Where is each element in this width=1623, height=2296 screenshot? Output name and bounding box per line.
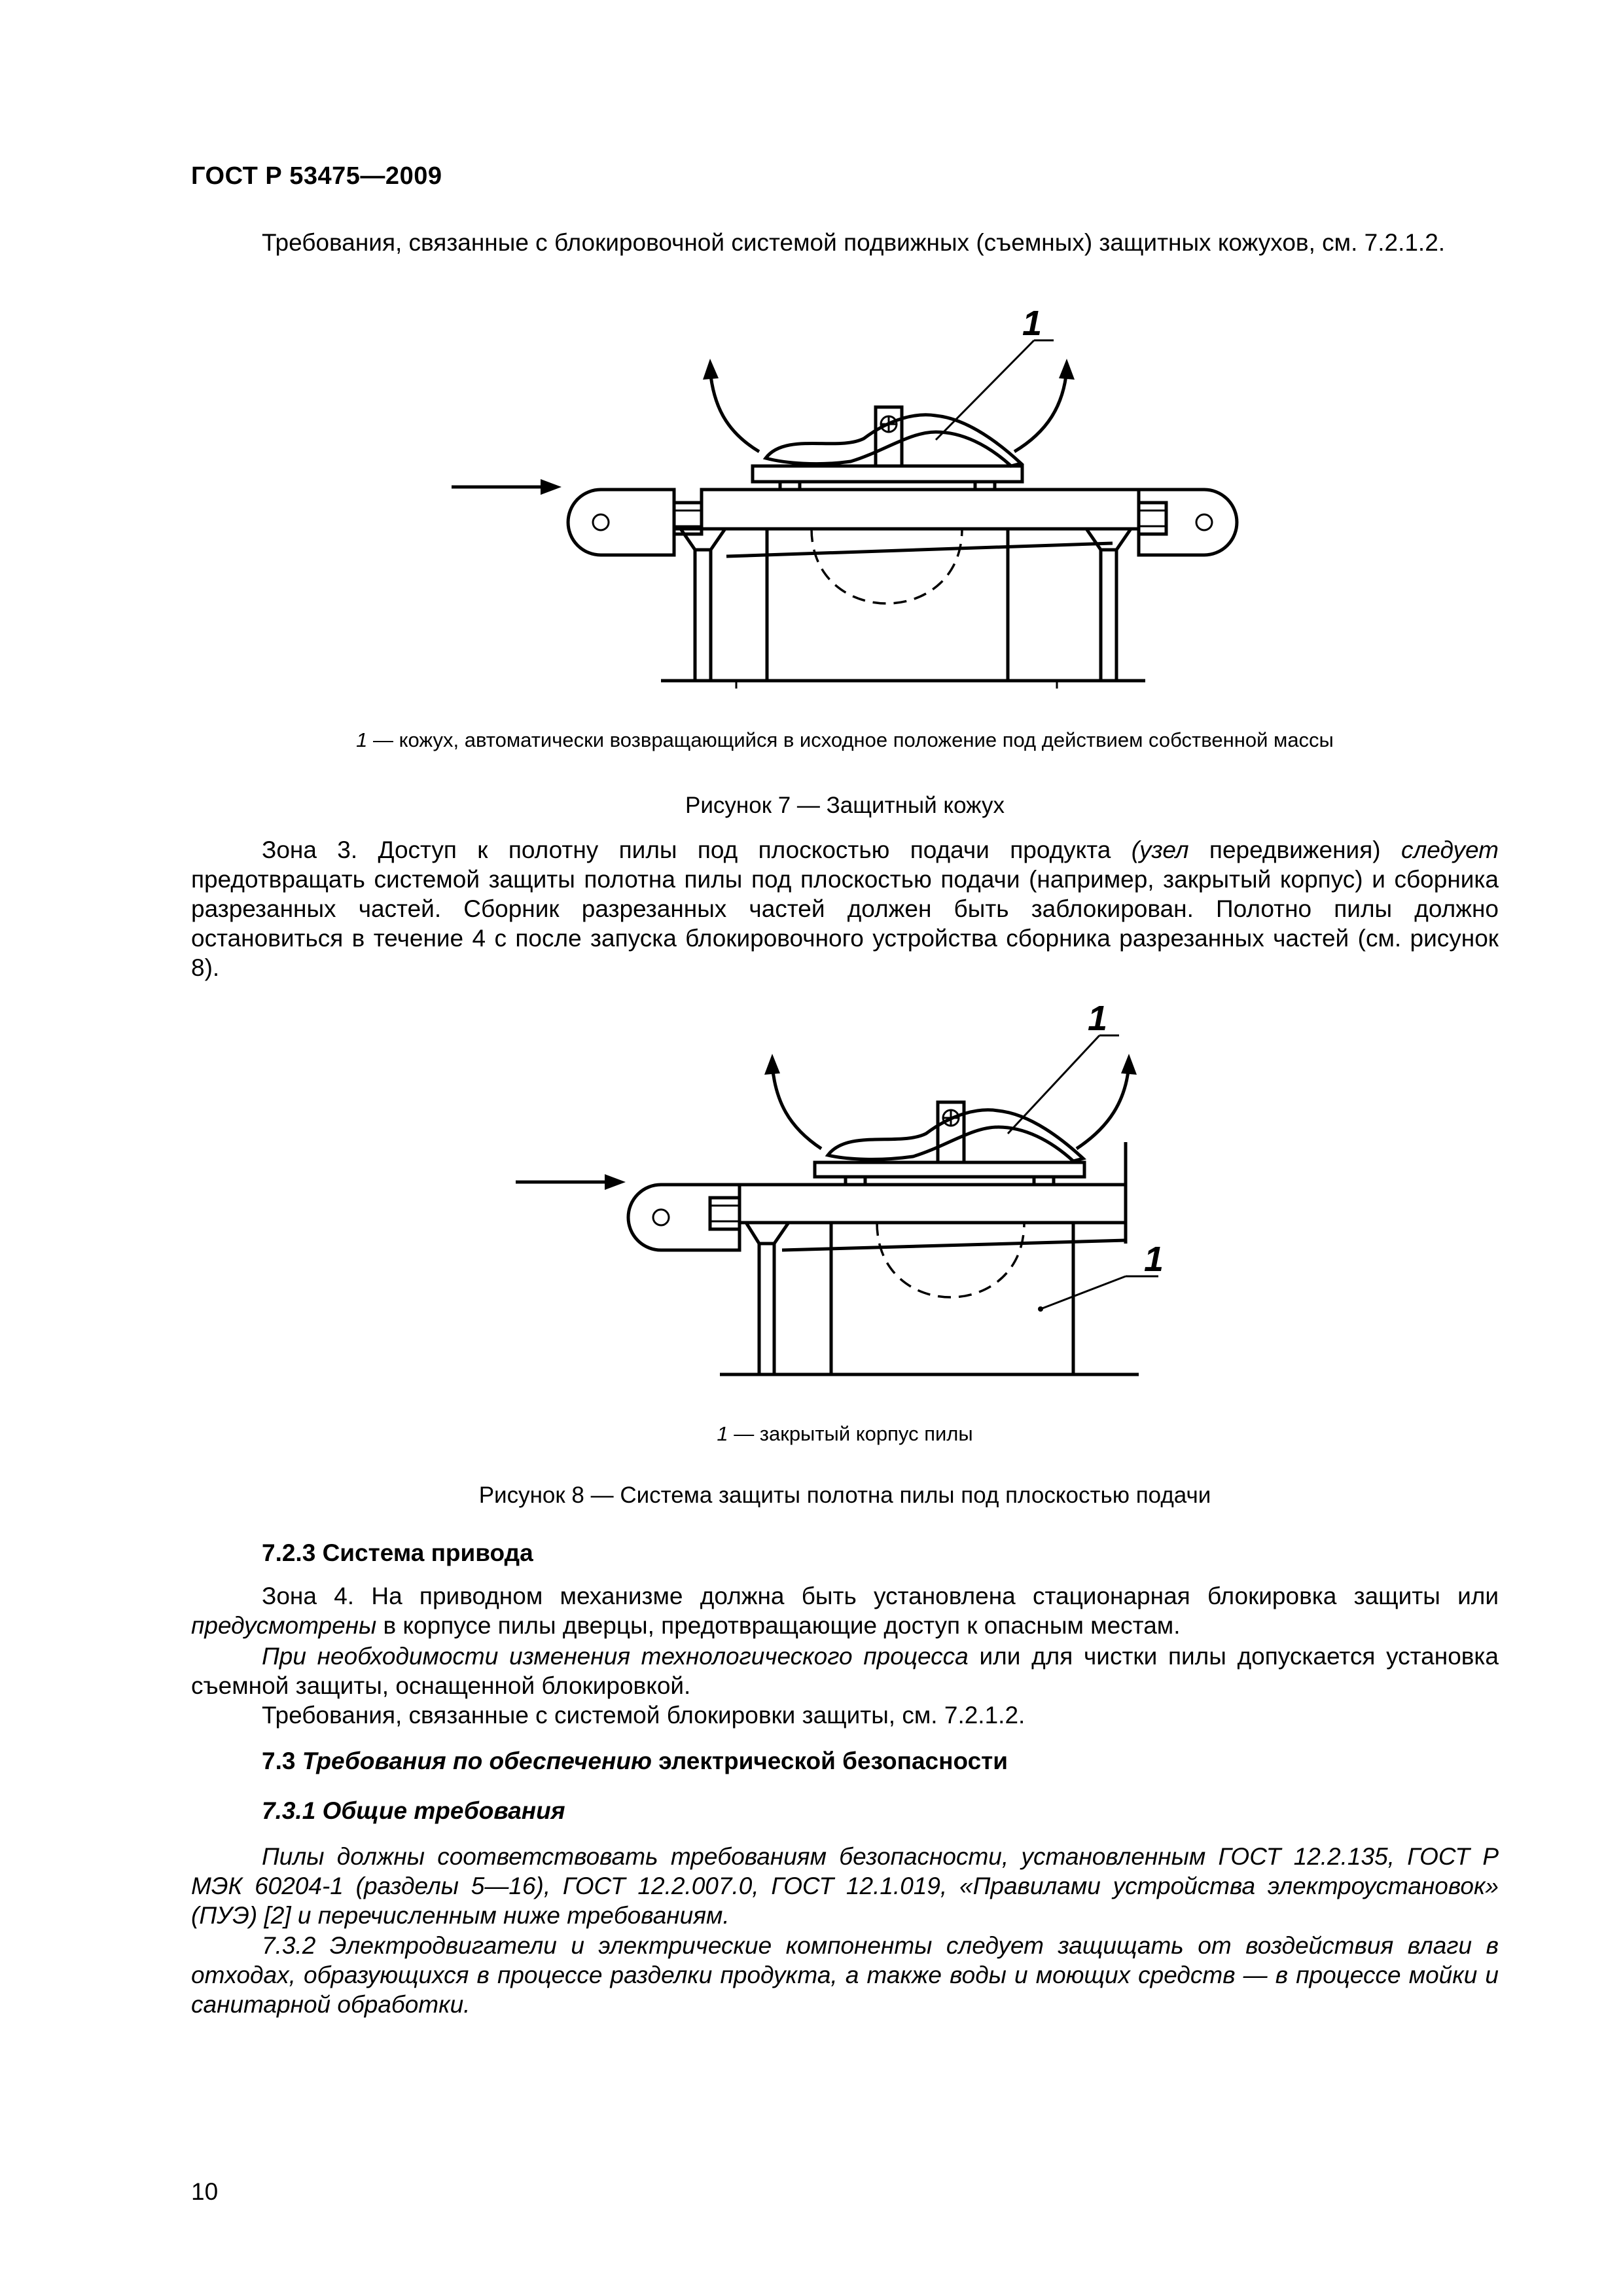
zone3-text-5: предотвращать системой защиты полотна пилы под плоскостью подачи (например, закрытый корпус) и сборника разрезанных частей. Сборник разрезанных частей должен быть заблокирован. Полотно пилы должно остановиться в течение 4 с после запуска блокировочного устройства сборника разрезанных частей (см. рисунок 8). [191, 866, 1499, 981]
zone3-text-3: передвижения) [1188, 836, 1401, 863]
figure-7-legend [191, 725, 1499, 755]
figure-7-drawing [0, 0, 1623, 733]
zone3-paragraph [191, 835, 1499, 982]
zone3-text-1: Зона 3. Доступ к полотну пилы под плоскостью подачи продукта [262, 836, 1132, 863]
section-7-3-2-paragraph: 7.3.2 Электродвигатели и электрические компоненты следует защищать от воздействия влаги в отходах, образующихся в процессе разделки продукта, а также воды и моющих средств — в процессе мойки и санитарной обработки. [191, 1932, 1499, 2018]
s73-heading-rest: электрической безопасности [651, 1748, 1008, 1774]
document-code-header: ГОСТ Р 53475—2009 [191, 162, 442, 190]
figure-7-legend-number: 1 [356, 728, 368, 751]
s723-p1-italic: предусмотрены [191, 1612, 377, 1639]
s723-p1-text-2: в корпусе пилы дверцы, предотвращающие доступ к опасным местам. [376, 1612, 1181, 1639]
section-7-3-1-heading: 7.3.1 Общие требования [262, 1797, 565, 1824]
figure-8-callout-side: 1 [1144, 1240, 1164, 1279]
section-7-3-1-paragraph: Пилы должны соответствовать требованиям безопасности, установленным ГОСТ 12.2.135, ГОСТ Р МЭК 60204-1 (разделы 5—16), ГОСТ 12.2.007.0, ГОСТ 12.1.019, «Правилами устройства электроустановок» (ПУЭ) [2] и перечисленным ниже требованиям. [191, 1843, 1499, 1929]
section-7-3-heading [262, 1746, 1008, 1776]
figure-8-caption: Рисунок 8 — Система защиты полотна пилы под плоскостью подачи [478, 1482, 1211, 1508]
section-7-2-3-paragraph-1 [191, 1581, 1499, 1640]
figure-8-legend-number: 1 [717, 1422, 728, 1445]
s723-p1-text-1: Зона 4. На приводном механизме должна быть установлена стационарная блокировка защиты или [262, 1583, 1499, 1609]
figure-7-legend-text: — кожух, автоматически возвращающийся в исходное положение под действием собственной массы [367, 728, 1334, 751]
intro-paragraph: Требования, связанные с блокировочной системой подвижных (съемных) защитных кожухов, см. 7.2.1.2. [262, 229, 1446, 256]
figure-8-callout-top: 1 [1088, 999, 1108, 1038]
figure-8-drawing [0, 982, 1623, 1427]
figure-8-legend [191, 1419, 1499, 1448]
zone3-text-4: следует [1400, 836, 1499, 863]
figure-8-legend-text: — закрытый корпус пилы [728, 1422, 973, 1445]
s723-p2-italic: При необходимости изменения технологического процесса [262, 1643, 969, 1670]
figure-7-shapes [452, 304, 1237, 689]
page-number: 10 [191, 2178, 219, 2205]
s73-heading-num: 7.3 [262, 1748, 302, 1774]
section-7-2-3-paragraph-2 [191, 1641, 1499, 1700]
section-7-2-3-heading: 7.2.3 Система привода [262, 1539, 533, 1566]
figure-7-caption: Рисунок 7 — Защитный кожух [685, 793, 1005, 818]
s73-heading-italic: Требования по обеспечению [302, 1748, 652, 1774]
s723-p2-text: или для чистки пилы допускается установка съемной защиты, оснащенной блокировкой. [191, 1643, 1499, 1699]
zone3-text-2: (узел [1131, 836, 1189, 863]
figure-7-callout-1: 1 [1022, 304, 1043, 343]
figure-8-shapes [516, 999, 1164, 1374]
section-7-2-3-paragraph-3: Требования, связанные с системой блокировки защиты, см. 7.2.1.2. [262, 1702, 1026, 1729]
